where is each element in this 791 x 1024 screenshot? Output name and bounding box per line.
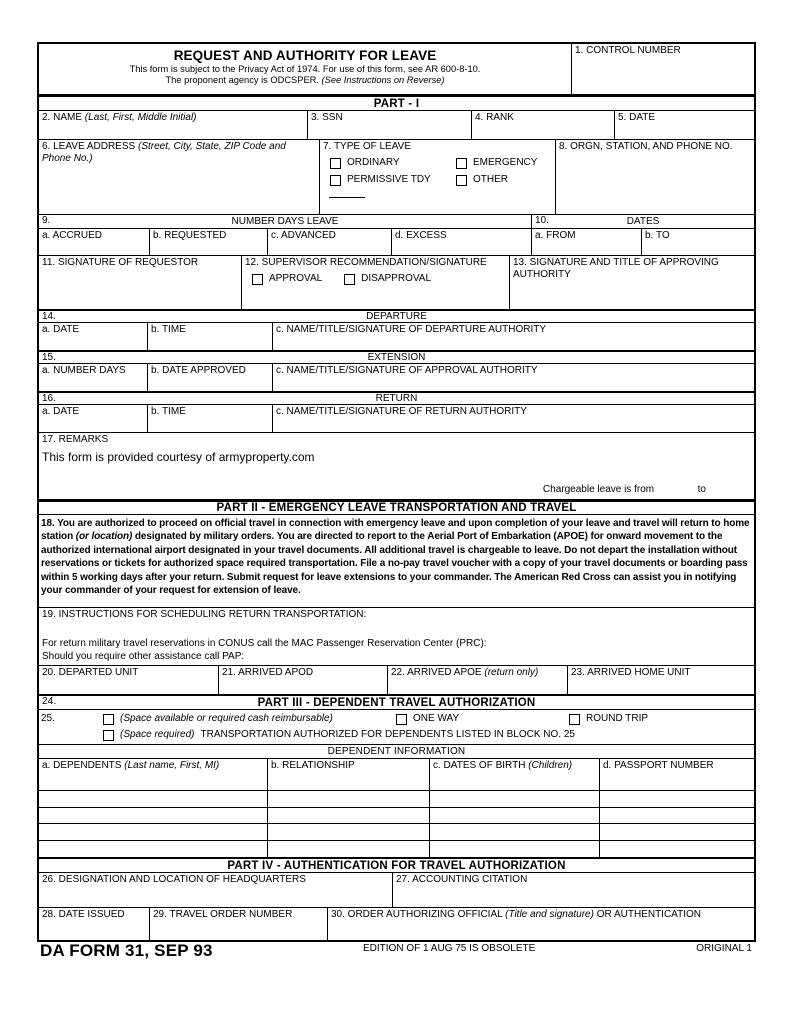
dependent-1-passport-cell[interactable] <box>599 774 754 790</box>
extension-date-approved-field[interactable] <box>147 364 272 391</box>
form-header-row <box>39 44 754 94</box>
space-available-label: (Space available or required cash reimbursable) <box>120 713 333 724</box>
arrived-apoe-label: 22. ARRIVED APOE <box>391 667 482 678</box>
extension-date-approved-label: b. DATE APPROVED <box>151 365 246 376</box>
block14-number: 14. <box>42 311 56 322</box>
other-label: OTHER <box>473 174 508 185</box>
control-number-label: 1. CONTROL NUMBER <box>575 45 681 56</box>
dependent-row-4 <box>39 823 754 840</box>
approving-authority-label: 13. SIGNATURE AND TITLE OF APPROVING AUTHORITY <box>513 257 719 280</box>
row-signatures <box>39 255 754 309</box>
dependent-4-dob-cell[interactable] <box>429 824 599 840</box>
part2-band-label: PART II - EMERGENCY LEAVE TRANSPORTATION AND TRAVEL <box>216 502 577 514</box>
name-label-italic: (Last, First, Middle Initial) <box>84 112 197 123</box>
block16-number: 16. <box>42 393 56 404</box>
dependent-3-passport-cell[interactable] <box>599 808 754 824</box>
dependent-1-dob-cell[interactable] <box>429 774 599 790</box>
row-block18 <box>39 514 754 607</box>
departure-time-label: b. TIME <box>151 324 186 335</box>
type-of-leave-label: 7. TYPE OF LEAVE <box>323 141 411 152</box>
dependents-header-text: a. DEPENDENTS <box>42 760 122 771</box>
orgn-station-phone-field[interactable] <box>555 140 754 214</box>
date-from-field[interactable] <box>531 229 641 255</box>
dates-title: DATES <box>626 216 660 227</box>
excess-label: d. EXCESS <box>395 230 447 241</box>
privacy-act-line: This form is subject to the Privacy Act of 1974. For use of this form, see AR 600-8-10. <box>129 64 481 74</box>
excess-field[interactable] <box>391 229 531 255</box>
dependent-information-label: DEPENDENT INFORMATION <box>327 746 466 757</box>
round-trip-option <box>569 713 648 725</box>
dates-of-birth-header-text: c. DATES OF BIRTH <box>433 760 526 771</box>
passport-number-header-text: d. PASSPORT NUMBER <box>603 760 714 771</box>
extension-authority-label: c. NAME/TITLE/SIGNATURE OF APPROVAL AUTHORITY <box>276 365 538 376</box>
departed-unit-field[interactable] <box>39 666 218 694</box>
dependent-4-name-cell[interactable] <box>39 824 267 840</box>
ssn-field[interactable] <box>307 111 471 139</box>
dependent-3-name-cell[interactable] <box>39 808 267 824</box>
arrived-apod-label: 21. ARRIVED APOD <box>222 667 314 678</box>
form-id: DA FORM 31, SEP 93 <box>40 941 213 960</box>
block18-notice <box>39 515 754 607</box>
dependent-5-name-cell[interactable] <box>39 841 267 857</box>
ordinary-option <box>330 157 431 169</box>
requested-label: b. REQUESTED <box>153 230 227 241</box>
dates-of-birth-column-header <box>429 759 599 774</box>
passport-number-column-header <box>599 759 754 774</box>
departure-date-field[interactable] <box>39 323 147 350</box>
dependent-1-name-cell[interactable] <box>39 774 267 790</box>
date-issued-field[interactable] <box>39 908 149 940</box>
space-available-checkbox[interactable] <box>103 714 114 725</box>
chargeable-from-label: Chargeable leave is from <box>542 484 655 495</box>
other-specify-line[interactable] <box>329 197 365 198</box>
accrued-label: a. ACCRUED <box>42 230 103 241</box>
round-trip-checkbox[interactable] <box>569 714 580 725</box>
space-required-option <box>103 729 575 741</box>
dependent-table-header <box>39 758 754 774</box>
leave-address-label: 6. LEAVE ADDRESS <box>42 141 136 152</box>
dependent-4-relationship-cell[interactable] <box>267 824 429 840</box>
row-block19 <box>39 607 754 665</box>
travel-order-number-field[interactable] <box>149 908 327 940</box>
dependent-row-5 <box>39 840 754 857</box>
type-col-1 <box>330 157 431 186</box>
row-headquarters-accounting <box>39 872 754 907</box>
arrived-home-unit-field[interactable] <box>567 666 754 694</box>
row-extension <box>39 363 754 391</box>
extension-title: EXTENSION <box>367 352 426 363</box>
number-days-leave-header <box>39 215 531 228</box>
row-issue-authentication <box>39 907 754 940</box>
departure-authority-field[interactable] <box>272 323 754 350</box>
approving-authority-signature-field[interactable] <box>509 256 754 309</box>
block19-line2: Should you require other assistance call PAP: <box>42 650 245 662</box>
accounting-citation-field[interactable] <box>392 873 754 907</box>
accounting-citation-label: 27. ACCOUNTING CITATION <box>396 874 528 885</box>
date-issued-label: 28. DATE ISSUED <box>42 909 125 920</box>
dependent-2-name-cell[interactable] <box>39 791 267 807</box>
chargeable-leave-line <box>543 484 706 496</box>
dependents-column-header <box>39 759 267 774</box>
accrued-field[interactable] <box>39 229 149 255</box>
dependents-header-italic: (Last name, First, MI) <box>124 760 220 771</box>
block19-line1: For return military travel reservations in CONUS call the MAC Passenger Reservation Center (PRC): <box>42 638 487 649</box>
block15-number: 15. <box>42 352 56 363</box>
relationship-column-header <box>267 759 429 774</box>
ssn-label: 3. SSN <box>311 112 343 123</box>
one-way-option <box>396 713 459 725</box>
advanced-label: c. ADVANCED <box>271 230 336 241</box>
date-to-label: b. TO <box>645 230 670 241</box>
form-title: REQUEST AND AUTHORITY FOR LEAVE <box>173 48 437 63</box>
remarks-text: This form is provided courtesy of armyproperty.com <box>42 450 315 464</box>
proponent-line <box>42 75 568 86</box>
remarks-label: 17. REMARKS <box>42 434 109 445</box>
row-departure <box>39 322 754 350</box>
title-block <box>39 44 571 94</box>
block18-text-italic: (or location) <box>75 531 133 543</box>
extension-authority-field[interactable] <box>272 364 754 391</box>
return-authority-field[interactable] <box>272 405 754 432</box>
space-available-option <box>103 713 333 725</box>
row-days-leave-header <box>39 214 754 228</box>
part2-band <box>39 499 754 514</box>
dates-header <box>531 215 754 228</box>
departure-title: DEPARTURE <box>366 311 427 322</box>
dependent-5-passport-cell[interactable] <box>599 841 754 857</box>
requestor-signature-field[interactable] <box>39 256 241 309</box>
return-date-field[interactable] <box>39 405 147 432</box>
name-field[interactable] <box>39 111 307 139</box>
type-col-2 <box>456 157 537 186</box>
travel-order-number-label: 29. TRAVEL ORDER NUMBER <box>153 909 293 920</box>
part4-band-label: PART IV - AUTHENTICATION FOR TRAVEL AUTHORIZATION <box>227 859 566 872</box>
departed-unit-label: 20. DEPARTED UNIT <box>42 667 139 678</box>
original-copy-label: ORIGINAL 1 <box>696 943 752 954</box>
relationship-header-text: b. RELATIONSHIP <box>271 760 355 771</box>
block19-blank-space <box>42 621 751 638</box>
part1-band-label: PART - I <box>373 97 420 110</box>
row-days-leave-cells <box>39 228 754 255</box>
order-authorizing-official-field[interactable] <box>327 908 754 940</box>
dependent-4-passport-cell[interactable] <box>599 824 754 840</box>
part3-band-label: PART III - DEPENDENT TRAVEL AUTHORIZATION <box>257 696 536 709</box>
block18-text-2: designated by military orders. You are directed to report to the Aerial Port of Embarkation (APOE) for onward movement to the authorized international airport designated in your travel documents. All additional travel is chargeable to leave. Do not depart the installation without reservations or tickets for authorized space required transportation. File a no-pay travel voucher with a copy of your travel documents or boarding pass within 5 working days after your return. Submit request for leave extensions to your commander. The American Red Cross can assist you in notifying your commander of your request for extension of leave. <box>41 531 748 597</box>
number-days-leave-title: NUMBER DAYS LEAVE <box>231 216 339 227</box>
advanced-field[interactable] <box>267 229 391 255</box>
block9-number: 9. <box>42 215 51 226</box>
dependent-3-dob-cell[interactable] <box>429 808 599 824</box>
disapproval-label: DISAPPROVAL <box>361 273 432 284</box>
ordinary-checkbox[interactable] <box>330 158 341 169</box>
headquarters-field[interactable] <box>39 873 392 907</box>
dependent-1-relationship-cell[interactable] <box>267 774 429 790</box>
arrived-apoe-label-italic: (return only) <box>484 667 539 678</box>
dependent-2-passport-cell[interactable] <box>599 791 754 807</box>
type-of-leave-field <box>319 140 555 214</box>
block18-text <box>39 515 754 599</box>
rank-field[interactable] <box>471 111 614 139</box>
proponent-text: The proponent agency is ODCSPER. <box>165 75 319 85</box>
approval-checkbox[interactable] <box>252 274 263 285</box>
arrived-apoe-field[interactable] <box>387 666 567 694</box>
chargeable-to-label: to <box>697 484 706 495</box>
ordinary-label: ORDINARY <box>347 157 400 168</box>
order-authorizing-official-italic: (Title and signature) <box>505 909 594 920</box>
dependent-2-relationship-cell[interactable] <box>267 791 429 807</box>
row-travel-milestones <box>39 665 754 694</box>
row-return <box>39 404 754 432</box>
departure-authority-label: c. NAME/TITLE/SIGNATURE OF DEPARTURE AUTHORITY <box>276 324 547 335</box>
return-time-field[interactable] <box>147 405 272 432</box>
dependent-3-relationship-cell[interactable] <box>267 808 429 824</box>
da-form-31 <box>37 42 756 942</box>
dependent-2-dob-cell[interactable] <box>429 791 599 807</box>
emergency-checkbox[interactable] <box>456 158 467 169</box>
space-required-label: TRANSPORTATION AUTHORIZED FOR DEPENDENTS LISTED IN BLOCK NO. 25 <box>200 729 575 740</box>
departure-header <box>39 309 754 322</box>
other-checkbox[interactable] <box>456 175 467 186</box>
control-number-field[interactable] <box>571 44 754 94</box>
space-required-label-italic: (Space required) <box>120 729 195 740</box>
permissive-tdy-checkbox[interactable] <box>330 175 341 186</box>
space-required-checkbox[interactable] <box>103 730 114 741</box>
dependent-row-2 <box>39 790 754 807</box>
dependent-row-1 <box>39 774 754 790</box>
round-trip-label: ROUND TRIP <box>586 713 649 724</box>
disapproval-checkbox[interactable] <box>344 274 355 285</box>
dependent-5-dob-cell[interactable] <box>429 841 599 857</box>
emergency-label: EMERGENCY <box>473 157 538 168</box>
leave-address-label-italic: (Street, City, State, ZIP Code and Phone No.) <box>42 141 286 164</box>
dependent-5-relationship-cell[interactable] <box>267 841 429 857</box>
arrived-home-unit-label: 23. ARRIVED HOME UNIT <box>571 667 691 678</box>
date-field[interactable] <box>614 111 754 139</box>
return-title: RETURN <box>375 393 418 404</box>
block19-label: 19. INSTRUCTIONS FOR SCHEDULING RETURN TRANSPORTATION: <box>42 609 367 620</box>
dependent-row-3 <box>39 807 754 824</box>
see-instructions-text: (See Instructions on Reverse) <box>321 75 445 85</box>
orgn-station-phone-label: 8. ORGN, STATION, AND PHONE NO. <box>559 141 733 152</box>
extension-days-field[interactable] <box>39 364 147 391</box>
requestor-signature-label: 11. SIGNATURE OF REQUESTOR <box>42 257 199 268</box>
requested-field[interactable] <box>149 229 267 255</box>
emergency-option <box>456 157 537 169</box>
return-date-label: a. DATE <box>42 406 80 417</box>
block10-number: 10. <box>535 215 549 226</box>
supervisor-recommendation-label: 12. SUPERVISOR RECOMMENDATION/SIGNATURE <box>245 257 487 268</box>
block24-number: 24. <box>42 696 57 707</box>
permissive-tdy-label: PERMISSIVE TDY <box>347 174 431 185</box>
return-authority-label: c. NAME/TITLE/SIGNATURE OF RETURN AUTHORITY <box>276 406 527 417</box>
order-authorizing-official-label: 30. ORDER AUTHORIZING OFFICIAL <box>331 909 503 920</box>
date-from-label: a. FROM <box>535 230 576 241</box>
row-block25 <box>39 709 754 744</box>
order-authorizing-official-suffix: OR AUTHENTICATION <box>596 909 701 920</box>
row-leave-address-type-orgn <box>39 139 754 214</box>
name-label: 2. NAME <box>42 112 83 123</box>
date-to-field[interactable] <box>641 229 754 255</box>
block19-instructions-field[interactable] <box>39 608 754 665</box>
approval-options <box>252 273 506 285</box>
row-remarks <box>39 432 754 499</box>
date-label: 5. DATE <box>618 112 656 123</box>
departure-time-field[interactable] <box>147 323 272 350</box>
leave-address-field[interactable] <box>39 140 319 214</box>
supervisor-recommendation-field <box>241 256 509 309</box>
extension-header <box>39 350 754 363</box>
other-option <box>456 174 537 186</box>
remarks-field[interactable] <box>39 433 754 499</box>
block25-options <box>39 710 754 744</box>
permissive-tdy-option <box>330 174 431 186</box>
approval-label: APPROVAL <box>269 273 323 284</box>
rank-label: 4. RANK <box>475 112 514 123</box>
part1-band <box>39 94 754 110</box>
dependent-information-band <box>39 744 754 758</box>
row-name-ssn-rank-date <box>39 110 754 139</box>
part4-band <box>39 857 754 872</box>
part3-band <box>39 694 754 709</box>
arrived-apod-field[interactable] <box>218 666 387 694</box>
block25-number: 25. <box>41 713 55 724</box>
one-way-label: ONE WAY <box>413 713 460 724</box>
dependent-table-body <box>39 774 754 857</box>
dates-of-birth-header-italic: (Children) <box>528 760 573 771</box>
departure-date-label: a. DATE <box>42 324 80 335</box>
one-way-checkbox[interactable] <box>396 714 407 725</box>
extension-days-label: a. NUMBER DAYS <box>42 365 126 376</box>
return-time-label: b. TIME <box>151 406 186 417</box>
edition-note: EDITION OF 1 AUG 75 IS OBSOLETE <box>363 943 536 954</box>
return-header <box>39 391 754 404</box>
block18-text-1: 18. You are authorized to proceed on official travel in connection with emergency leave and upon completion of your leave and travel will return to home station <box>41 518 750 543</box>
headquarters-label: 26. DESIGNATION AND LOCATION OF HEADQUARTERS <box>42 874 306 885</box>
